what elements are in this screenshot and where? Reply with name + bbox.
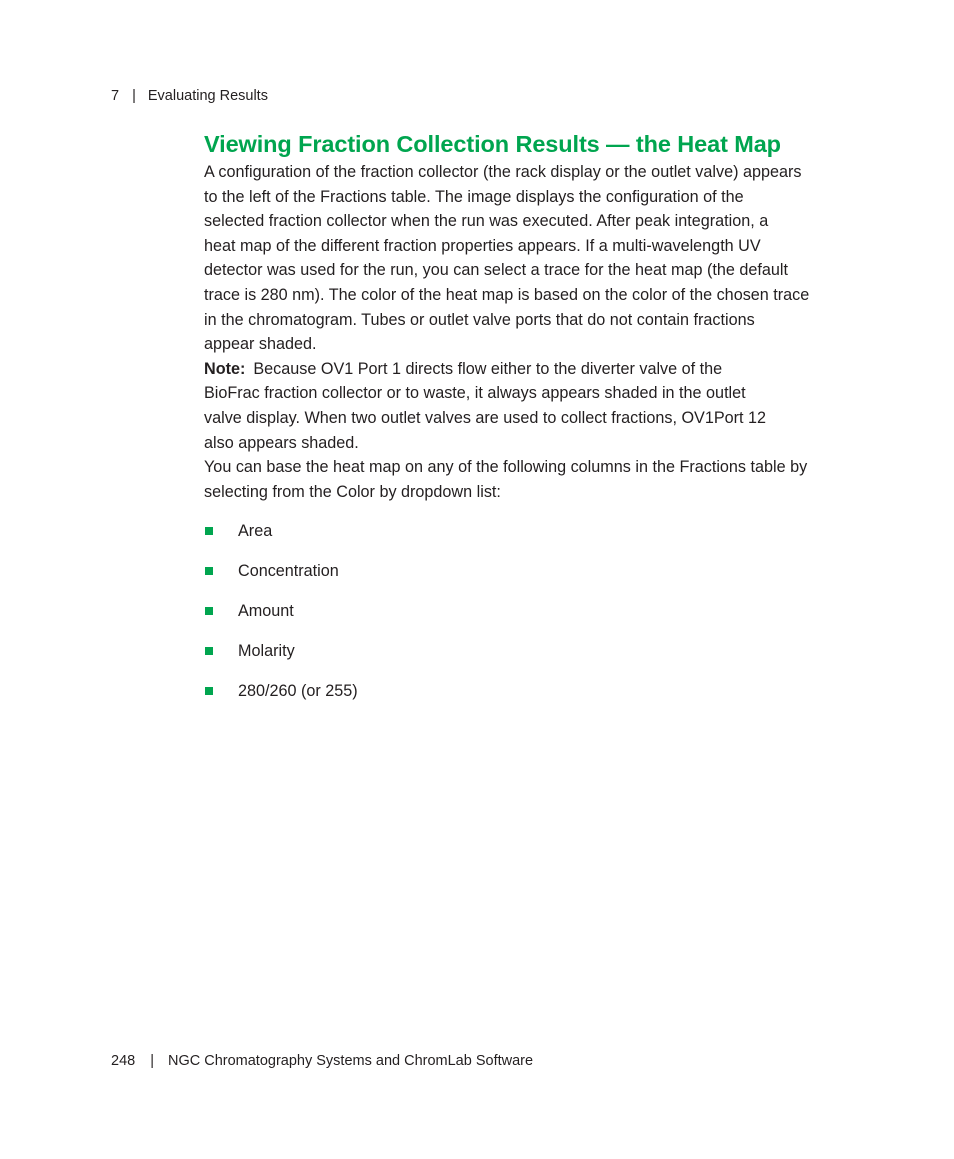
running-footer [111, 1052, 533, 1070]
intro-line-4: heat map of the different fraction properties appears. If a multi-wavelength UV [204, 236, 761, 255]
intro-line-1: A configuration of the fraction collector (the rack display or the outlet valve) appears [204, 163, 802, 181]
columns-line-2: selecting from the Color by dropdown list: [204, 482, 501, 501]
square-bullet-icon [205, 527, 213, 535]
list-item-label: 280/260 (or 255) [238, 682, 358, 701]
list-item-label: Molarity [238, 642, 295, 661]
columns-paragraph [204, 455, 844, 504]
note-line-4: also appears shaded. [204, 433, 359, 452]
list-item [204, 519, 844, 544]
list-item-label: Area [238, 522, 273, 541]
intro-line-6: trace is 280 nm). The color of the heat map is based on the color of the chosen trace [204, 285, 810, 304]
note-label: Note: [204, 359, 246, 378]
running-header [111, 87, 268, 105]
list-item [204, 639, 844, 664]
color-by-options-list [204, 519, 844, 704]
book-title: NGC Chromatography Systems and ChromLab Software [167, 1053, 534, 1069]
header-separator: | [132, 88, 136, 104]
list-item [204, 679, 844, 704]
square-bullet-icon [205, 687, 213, 695]
list-item [204, 559, 844, 584]
columns-line-1: You can base the heat map on any of the following columns in the Fractions table by [204, 458, 808, 477]
page-content [204, 128, 844, 719]
square-bullet-icon [205, 647, 213, 655]
list-item-label: Amount [238, 602, 294, 621]
footer-separator: | [150, 1053, 154, 1069]
chapter-title: Evaluating Results [147, 88, 268, 104]
intro-line-5: detector was used for the run, you can select a trace for the heat map (the default [204, 261, 788, 280]
intro-line-8: appear shaded. [204, 335, 317, 354]
note-line-2: BioFrac fraction collector or to waste, it always appears shaded in the outlet [204, 384, 746, 403]
square-bullet-icon [205, 567, 213, 575]
note-paragraph [204, 357, 844, 455]
page-number: 248 [111, 1053, 136, 1069]
intro-line-2: to the left of the Fractions table. The image displays the configuration of the [204, 187, 744, 206]
square-bullet-icon [205, 607, 213, 615]
note-line-3: valve display. When two outlet valves are used to collect fractions, OV1Port 12 [204, 408, 767, 427]
intro-paragraph [204, 160, 844, 357]
section-title: Viewing Fraction Collection Results — the Heat Map [204, 131, 781, 157]
intro-line-7: in the chromatogram. Tubes or outlet valve ports that do not contain fractions [204, 310, 755, 329]
intro-line-3: selected fraction collector when the run was executed. After peak integration, a [204, 212, 769, 231]
chapter-number: 7 [111, 88, 120, 104]
list-item-label: Concentration [238, 562, 339, 581]
note-line-1: Because OV1 Port 1 directs flow either to the diverter valve of the [253, 359, 723, 378]
list-item [204, 599, 844, 624]
